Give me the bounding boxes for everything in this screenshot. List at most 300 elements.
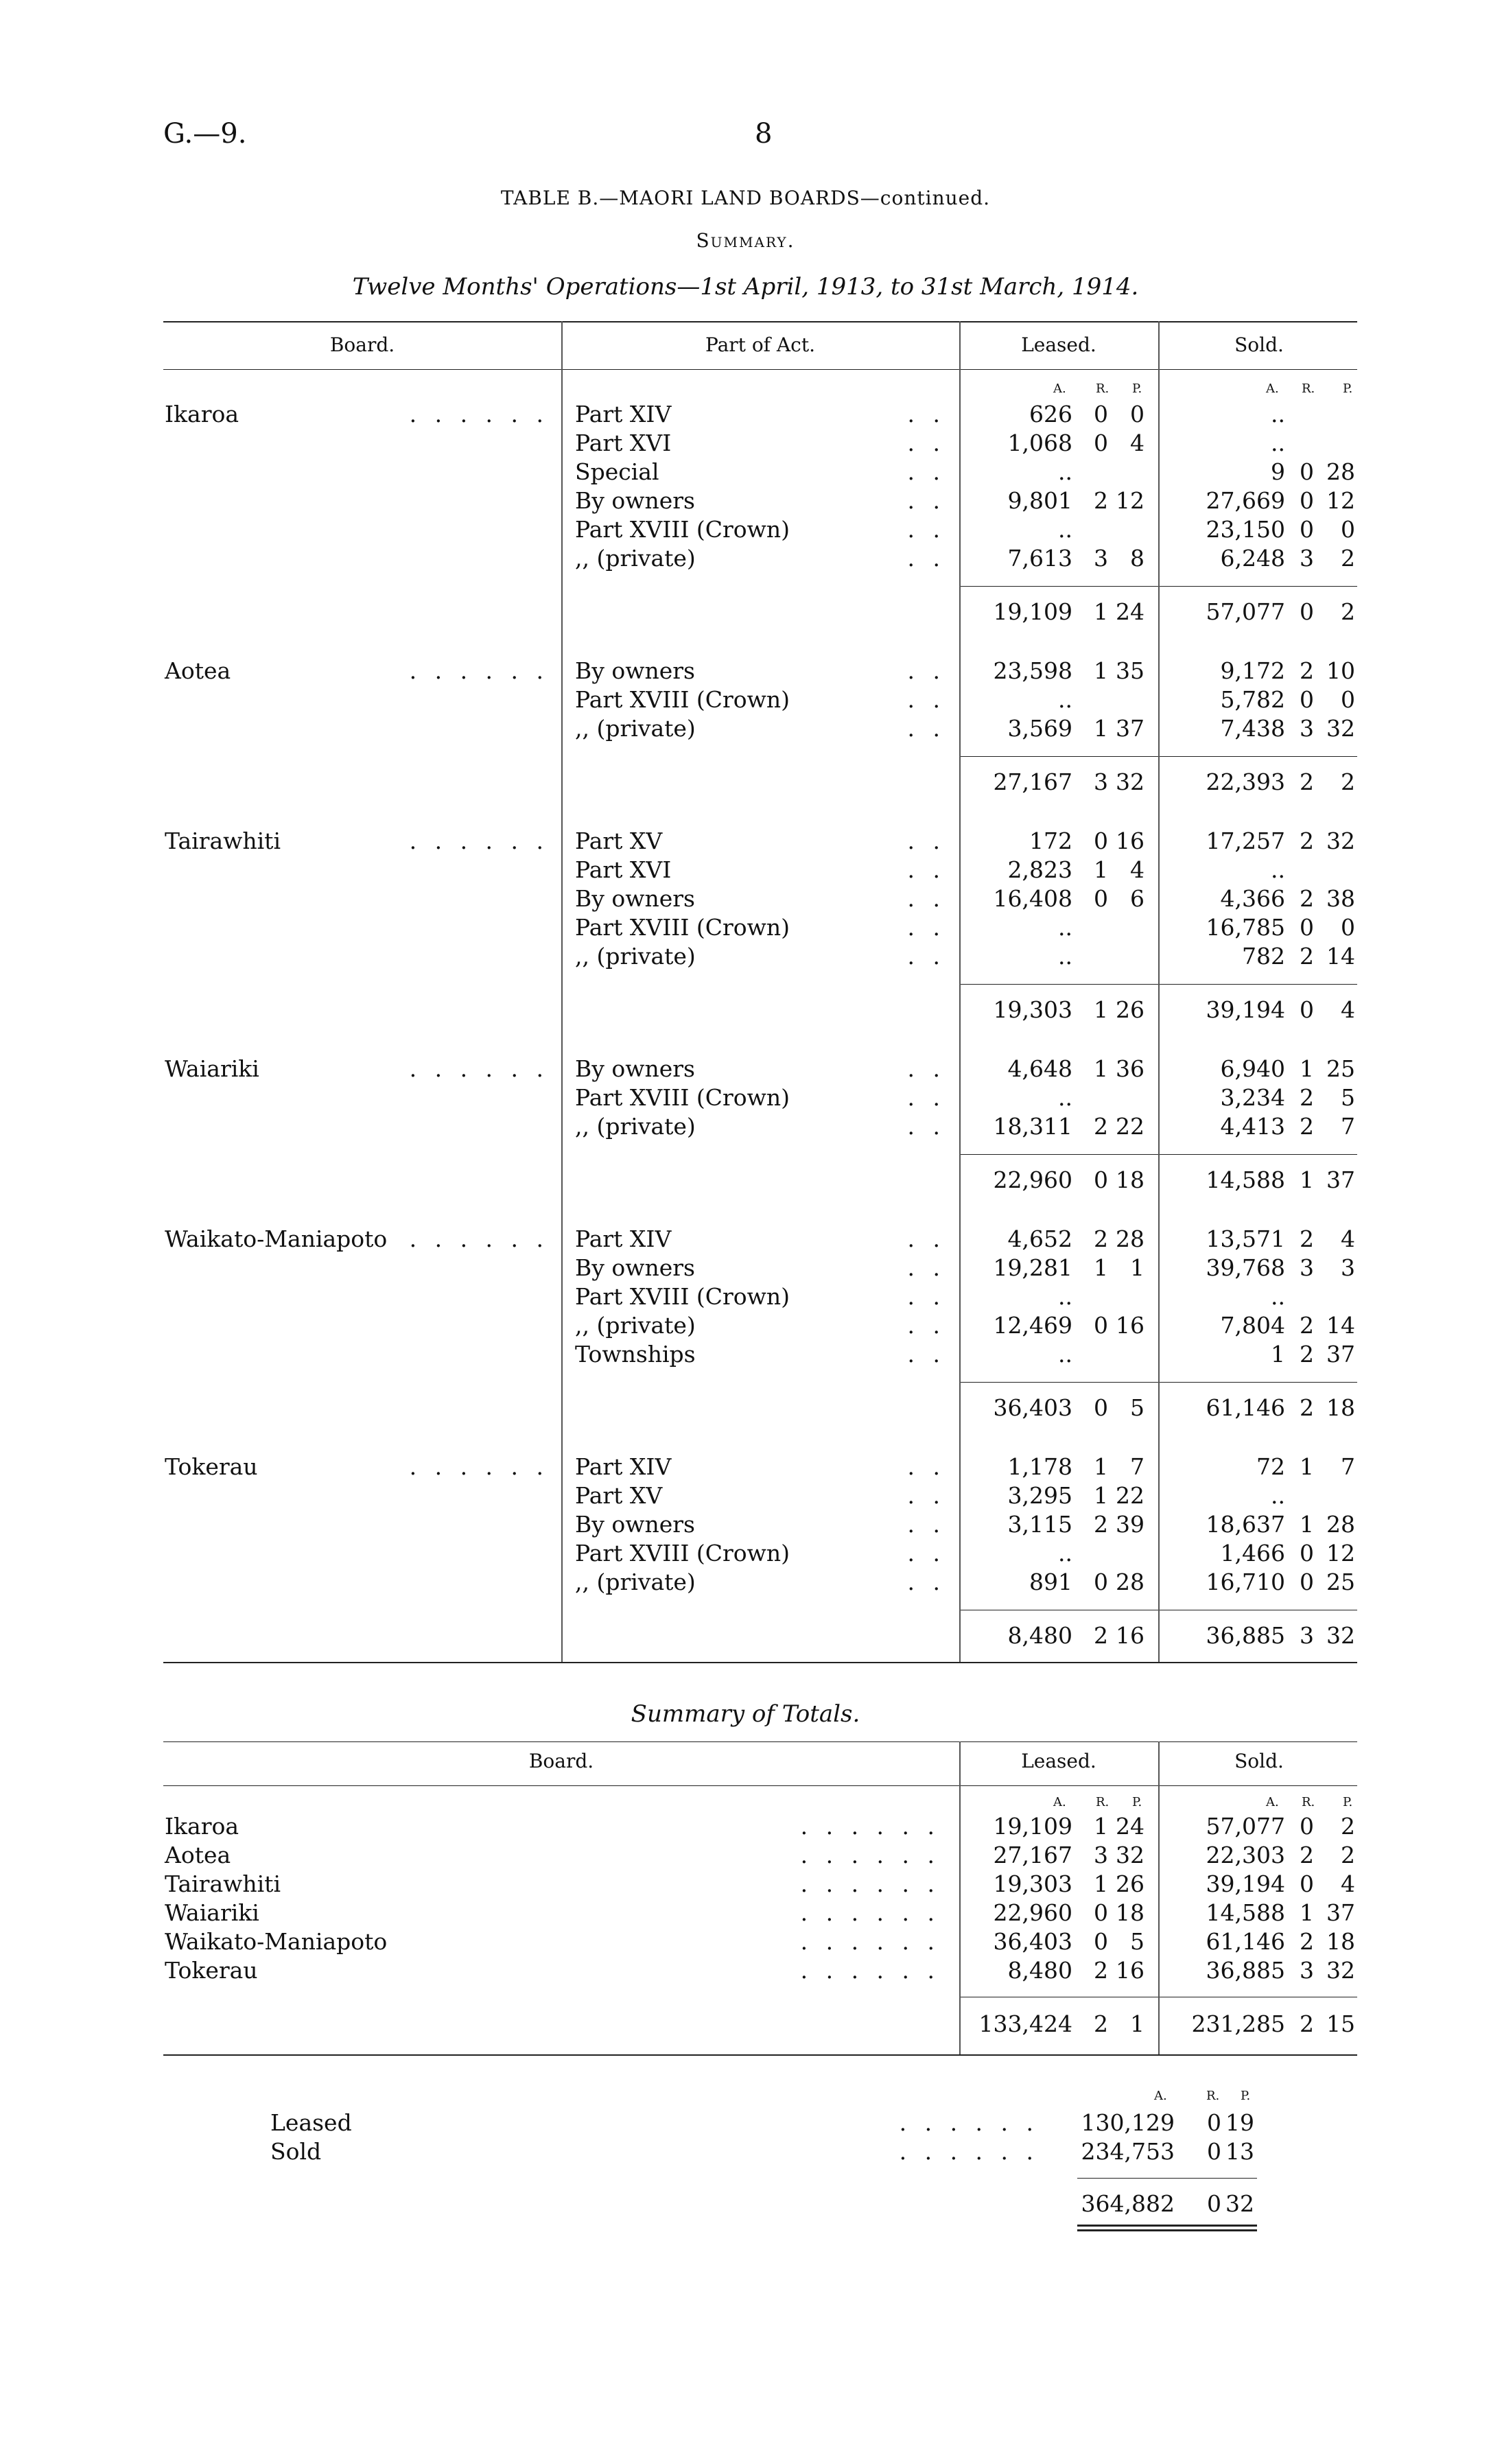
sum-leased-3-perches: 18: [1116, 1899, 1144, 1926]
leased-5-0-acres: 1,178: [1007, 1453, 1072, 1480]
part-row-0-2: [575, 458, 946, 485]
part-label: By owners: [575, 1511, 695, 1538]
leased-0-5-roods: 3: [1094, 545, 1108, 572]
total-leased-5-roods: 2: [1094, 1622, 1108, 1649]
sum-sold-1-roods: 2: [1300, 1842, 1314, 1868]
sum-total-sold-roods: 2: [1300, 2010, 1314, 2037]
total-sold-5-perches: 32: [1326, 1622, 1355, 1649]
sold-5-2-perches: 28: [1326, 1511, 1355, 1538]
sold-unit-a: A.: [1266, 382, 1279, 396]
leader-dots: . . . . . .: [899, 2138, 1039, 2165]
sold-5-3-acres: 1,466: [1220, 1540, 1285, 1567]
sold-3-0-roods: 1: [1300, 1055, 1314, 1082]
leased-3-2-acres: 18,311: [993, 1113, 1072, 1140]
table-title: TABLE B.—MAORI LAND BOARDS—continued.: [500, 187, 991, 209]
total-sold-3-roods: 1: [1300, 1166, 1314, 1193]
leased-1-1-acres: ..: [1058, 686, 1072, 713]
part-row-3-0: [575, 1055, 946, 1082]
part-label: ,, (private): [575, 545, 696, 572]
col-head-sold: Sold.: [1234, 333, 1284, 356]
leader-dots: . .: [907, 1084, 946, 1111]
board-name-2: [165, 828, 549, 854]
leader-dots: . . . . . .: [800, 1928, 940, 1955]
total-leased-2-roods: 1: [1094, 996, 1108, 1023]
leased-2-1-roods: 1: [1094, 856, 1108, 883]
total-sold-3-acres: 14,588: [1206, 1166, 1285, 1193]
sum-sold-5-perches: 32: [1326, 1957, 1355, 1984]
leased-0-1-acres: 1,068: [1007, 430, 1072, 456]
leased-4-4-acres: ..: [1058, 1341, 1072, 1368]
part-row-2-3: [575, 914, 946, 941]
summary-vrule-2: [1158, 1741, 1160, 2054]
leased-3-0-roods: 1: [1094, 1055, 1108, 1082]
board-name-1: [165, 657, 549, 684]
leased-unit-a: A.: [1053, 382, 1066, 396]
leader-dots: . .: [907, 885, 946, 912]
sold-5-2-acres: 18,637: [1206, 1511, 1285, 1538]
summary-row-4: [165, 1928, 940, 1955]
leased-1-0-acres: 23,598: [993, 657, 1072, 684]
total-sold-4-acres: 61,146: [1206, 1394, 1285, 1421]
grand-value-0-acres: 130,129: [1081, 2109, 1175, 2136]
part-row-4-0: [575, 1225, 946, 1252]
sum-leased-4-roods: 0: [1094, 1928, 1108, 1955]
part-label: Part XVI: [575, 430, 672, 456]
sum-leased-1-perches: 32: [1116, 1842, 1144, 1868]
summary-col-board: Board.: [528, 1750, 594, 1772]
sold-3-1-acres: 3,234: [1220, 1084, 1285, 1111]
sold-2-0-acres: 17,257: [1206, 828, 1285, 854]
summary-top-rule: [163, 1741, 1357, 1742]
sold-4-3-perches: 14: [1326, 1312, 1355, 1339]
total-leased-2-perches: 26: [1116, 996, 1144, 1023]
sold-4-3-roods: 2: [1300, 1312, 1314, 1339]
total-sold-4-perches: 18: [1326, 1394, 1355, 1421]
grand-value-1-acres: 234,753: [1081, 2138, 1175, 2165]
total-sold-5-roods: 3: [1300, 1622, 1314, 1649]
leased-5-3-acres: ..: [1058, 1540, 1072, 1567]
board-name-4: [165, 1225, 549, 1252]
leased-0-3-roods: 2: [1094, 487, 1108, 514]
board-name-3: [165, 1055, 549, 1082]
sold-0-0-acres: ..: [1271, 401, 1285, 427]
sum-leased-0-roods: 1: [1094, 1813, 1108, 1840]
sum-sold-4-roods: 2: [1300, 1928, 1314, 1955]
sold-2-3-acres: 16,785: [1206, 914, 1285, 941]
part-row-5-3: [575, 1540, 946, 1567]
sum-sold-5-roods: 3: [1300, 1957, 1314, 1984]
grand-value-0-perches: 19: [1225, 2109, 1254, 2136]
part-label: By owners: [575, 885, 695, 912]
sold-2-2-roods: 2: [1300, 885, 1314, 912]
sold-2-4-acres: 782: [1242, 943, 1285, 970]
summary-row-3: [165, 1899, 940, 1926]
leader-dots: . .: [907, 1113, 946, 1140]
sold-1-0-acres: 9,172: [1220, 657, 1285, 684]
part-row-4-1: [575, 1254, 946, 1281]
part-row-1-1: [575, 686, 946, 713]
leader-dots: . . . . . .: [409, 1055, 549, 1082]
leader-dots: . . . . . .: [409, 657, 549, 684]
sum-sold-2-roods: 0: [1300, 1870, 1314, 1897]
board-name-label: Waikato-Maniapoto: [165, 1225, 388, 1252]
part-label: Part XVIII (Crown): [575, 516, 790, 543]
sold-1-2-roods: 3: [1300, 715, 1314, 742]
vrule-part: [959, 321, 961, 1662]
leased-0-0-perches: 0: [1130, 401, 1144, 427]
sum-leased-1-roods: 3: [1094, 1842, 1108, 1868]
sold-5-3-roods: 0: [1300, 1540, 1314, 1567]
col-head-part: Part of Act.: [705, 333, 815, 356]
sold-4-4-perches: 37: [1326, 1341, 1355, 1368]
total-leased-0-roods: 1: [1094, 598, 1108, 625]
leased-0-1-roods: 0: [1094, 430, 1108, 456]
col-head-board: Board.: [329, 333, 395, 356]
sum-leased-5-roods: 2: [1094, 1957, 1108, 1984]
sold-0-4-acres: 23,150: [1206, 516, 1285, 543]
leader-dots: . . . . . .: [409, 828, 549, 854]
part-row-4-3: [575, 1312, 946, 1339]
leased-0-4-acres: ..: [1058, 516, 1072, 543]
sold-4-1-acres: 39,768: [1206, 1254, 1285, 1281]
sold-0-3-acres: 27,669: [1206, 487, 1285, 514]
total-sold-1-roods: 2: [1300, 768, 1314, 795]
sum-sold-unit-r: R.: [1302, 1795, 1315, 1809]
total-sold-4-roods: 2: [1300, 1394, 1314, 1421]
total-leased-5-acres: 8,480: [1007, 1622, 1072, 1649]
summary-head-rule: [163, 1785, 1357, 1786]
summary-board-name: Waiariki: [165, 1899, 259, 1926]
sold-0-3-roods: 0: [1300, 487, 1314, 514]
leader-dots: . . . . . .: [800, 1870, 940, 1897]
part-row-0-3: [575, 487, 946, 514]
total-leased-3-roods: 0: [1094, 1166, 1108, 1193]
total-sold-0-acres: 57,077: [1206, 598, 1285, 625]
sold-5-1-acres: ..: [1271, 1482, 1285, 1509]
leased-5-4-acres: 891: [1029, 1569, 1072, 1595]
leased-1-0-roods: 1: [1094, 657, 1108, 684]
leader-dots: . . . . . .: [409, 401, 549, 427]
leader-dots: . .: [907, 1482, 946, 1509]
board-name-label: Tairawhiti: [165, 828, 281, 854]
leader-dots: . . . . . .: [800, 1957, 940, 1984]
leased-1-2-acres: 3,569: [1007, 715, 1072, 742]
leased-4-0-roods: 2: [1094, 1225, 1108, 1252]
leased-2-0-acres: 172: [1029, 828, 1072, 854]
leased-0-3-acres: 9,801: [1007, 487, 1072, 514]
leased-0-5-perches: 8: [1130, 545, 1144, 572]
board-name-label: Aotea: [165, 657, 231, 684]
grand-double-rule-1: [1077, 2225, 1257, 2227]
grand-unit-p: P.: [1241, 2089, 1251, 2103]
part-label: By owners: [575, 487, 695, 514]
sold-2-2-perches: 38: [1326, 885, 1355, 912]
sold-2-4-perches: 14: [1326, 943, 1355, 970]
total-sold-2-perches: 4: [1341, 996, 1355, 1023]
page-reference: G.—9.: [163, 118, 247, 150]
sold-1-2-acres: 7,438: [1220, 715, 1285, 742]
summary-row-2: [165, 1870, 940, 1897]
sold-4-4-roods: 2: [1300, 1341, 1314, 1368]
part-row-5-2: [575, 1511, 946, 1538]
part-row-4-2: [575, 1283, 946, 1310]
leader-dots: . .: [907, 458, 946, 485]
sold-0-5-perches: 2: [1341, 545, 1355, 572]
grand-value-1-roods: 0: [1207, 2138, 1221, 2165]
grand-unit-r: R.: [1206, 2089, 1220, 2103]
sum-leased-2-perches: 26: [1116, 1870, 1144, 1897]
part-label: Part XVIII (Crown): [575, 1283, 790, 1310]
total-leased-4-roods: 0: [1094, 1394, 1108, 1421]
leased-3-2-perches: 22: [1116, 1113, 1144, 1140]
part-row-2-0: [575, 828, 946, 854]
vrule-board: [561, 321, 563, 1662]
part-row-2-4: [575, 943, 946, 970]
sold-4-0-acres: 13,571: [1206, 1225, 1285, 1252]
leased-3-0-acres: 4,648: [1007, 1055, 1072, 1082]
summary-row-0: [165, 1813, 940, 1840]
sum-leased-3-roods: 0: [1094, 1899, 1108, 1926]
sum-total-leased-perches: 1: [1130, 2010, 1144, 2037]
period-subtitle: Twelve Months' Operations—1st April, 1913, to 31st March, 1914.: [352, 273, 1139, 301]
leased-2-0-roods: 0: [1094, 828, 1108, 854]
leased-4-1-acres: 19,281: [993, 1254, 1072, 1281]
sum-sold-3-perches: 37: [1326, 1899, 1355, 1926]
sum-sold-0-acres: 57,077: [1206, 1813, 1285, 1840]
summary-bottom-rule: [163, 2054, 1357, 2056]
sum-sold-3-roods: 1: [1300, 1899, 1314, 1926]
leased-5-0-perches: 7: [1130, 1453, 1144, 1480]
leader-dots: . .: [907, 715, 946, 742]
leased-0-5-acres: 7,613: [1007, 545, 1072, 572]
leased-5-1-acres: 3,295: [1007, 1482, 1072, 1509]
part-row-0-4: [575, 516, 946, 543]
summary-board-name: Tairawhiti: [165, 1870, 281, 1897]
leased-0-3-perches: 12: [1116, 487, 1144, 514]
leader-dots: . .: [907, 1055, 946, 1082]
part-row-3-1: [575, 1084, 946, 1111]
sum-total-leased-roods: 2: [1094, 2010, 1108, 2037]
leader-dots: . .: [907, 1540, 946, 1567]
part-row-2-1: [575, 856, 946, 883]
leader-dots: . .: [907, 545, 946, 572]
summary-of-totals-title: Summary of Totals.: [631, 1700, 860, 1728]
leader-dots: . .: [907, 430, 946, 456]
leased-unit-r: R.: [1096, 382, 1110, 396]
sold-0-4-perches: 0: [1341, 516, 1355, 543]
board-name-label: Tokerau: [165, 1453, 258, 1480]
leased-4-2-acres: ..: [1058, 1283, 1072, 1310]
sold-5-4-acres: 16,710: [1206, 1569, 1285, 1595]
leased-0-0-roods: 0: [1094, 401, 1108, 427]
part-row-0-1: [575, 430, 946, 456]
leader-dots: . .: [907, 856, 946, 883]
sum-leased-5-acres: 8,480: [1007, 1957, 1072, 1984]
grand-unit-a: A.: [1154, 2089, 1167, 2103]
leased-4-0-acres: 4,652: [1007, 1225, 1072, 1252]
board-name-0: [165, 401, 549, 427]
leased-0-1-perches: 4: [1130, 430, 1144, 456]
total-sold-1-perches: 2: [1341, 768, 1355, 795]
sold-0-2-acres: 9: [1271, 458, 1285, 485]
part-label: Part XV: [575, 1482, 663, 1509]
total-leased-3-perches: 18: [1116, 1166, 1144, 1193]
leader-dots: . .: [907, 516, 946, 543]
sold-4-0-roods: 2: [1300, 1225, 1314, 1252]
summary-col-leased: Leased.: [1021, 1750, 1096, 1772]
leased-5-1-roods: 1: [1094, 1482, 1108, 1509]
part-label: By owners: [575, 1254, 695, 1281]
leader-dots: . .: [907, 1453, 946, 1480]
sum-sold-1-acres: 22,303: [1206, 1842, 1285, 1868]
grand-total-acres: 364,882: [1081, 2190, 1175, 2217]
part-label: Part XIV: [575, 1453, 672, 1480]
total-leased-3-acres: 22,960: [993, 1166, 1072, 1193]
part-row-5-1: [575, 1482, 946, 1509]
sum-leased-4-perches: 5: [1130, 1928, 1144, 1955]
leased-5-2-roods: 2: [1094, 1511, 1108, 1538]
sold-5-0-roods: 1: [1300, 1453, 1314, 1480]
sold-1-1-acres: 5,782: [1220, 686, 1285, 713]
leased-5-1-perches: 22: [1116, 1482, 1144, 1509]
sold-0-1-acres: ..: [1271, 430, 1285, 456]
summary-row-1: [165, 1842, 940, 1868]
leased-2-0-perches: 16: [1116, 828, 1144, 854]
sum-sold-4-acres: 61,146: [1206, 1928, 1285, 1955]
leased-2-2-acres: 16,408: [993, 885, 1072, 912]
part-label: Part XVI: [575, 856, 672, 883]
leased-0-2-acres: ..: [1058, 458, 1072, 485]
sum-sold-3-acres: 14,588: [1206, 1899, 1285, 1926]
total-sold-0-roods: 0: [1300, 598, 1314, 625]
sold-2-3-roods: 0: [1300, 914, 1314, 941]
board-name-5: [165, 1453, 549, 1480]
leased-2-2-perches: 6: [1130, 885, 1144, 912]
part-label: By owners: [575, 657, 695, 684]
total-leased-4-acres: 36,403: [993, 1394, 1072, 1421]
sum-sold-0-perches: 2: [1341, 1813, 1355, 1840]
sold-4-3-acres: 7,804: [1220, 1312, 1285, 1339]
part-label: Part XVIII (Crown): [575, 1540, 790, 1567]
leased-2-2-roods: 0: [1094, 885, 1108, 912]
table-top-rule: [163, 321, 1357, 322]
sold-3-1-roods: 2: [1300, 1084, 1314, 1111]
total-sold-2-roods: 0: [1300, 996, 1314, 1023]
sum-sold-0-roods: 0: [1300, 1813, 1314, 1840]
leased-5-4-perches: 28: [1116, 1569, 1144, 1595]
leader-dots: . .: [907, 914, 946, 941]
summary-board-name: Tokerau: [165, 1957, 258, 1984]
sum-leased-0-perches: 24: [1116, 1813, 1144, 1840]
sum-leased-unit-a: A.: [1053, 1795, 1066, 1809]
leader-dots: . . . . . .: [800, 1899, 940, 1926]
grand-total-perches: 32: [1225, 2190, 1254, 2217]
part-label: Part XV: [575, 828, 663, 854]
part-label: ,, (private): [575, 1113, 696, 1140]
part-row-4-4: [575, 1341, 946, 1368]
sold-0-5-acres: 6,248: [1220, 545, 1285, 572]
total-sold-1-acres: 22,393: [1206, 768, 1285, 795]
leased-5-2-acres: 3,115: [1007, 1511, 1072, 1538]
leased-4-1-roods: 1: [1094, 1254, 1108, 1281]
sold-2-2-acres: 4,366: [1220, 885, 1285, 912]
sold-5-4-roods: 0: [1300, 1569, 1314, 1595]
summary-board-name: Aotea: [165, 1842, 231, 1868]
part-label: Part XIV: [575, 1225, 672, 1252]
sold-2-0-perches: 32: [1326, 828, 1355, 854]
total-leased-1-roods: 3: [1094, 768, 1108, 795]
summary-row-5: [165, 1957, 940, 1984]
sold-2-0-roods: 2: [1300, 828, 1314, 854]
sold-5-0-acres: 72: [1256, 1453, 1285, 1480]
sum-leased-unit-p: P.: [1132, 1795, 1142, 1809]
summary-heading: Summary.: [696, 229, 795, 252]
page-number: 8: [755, 118, 773, 150]
part-row-0-5: [575, 545, 946, 572]
board-name-label: Ikaroa: [165, 401, 239, 427]
part-row-2-2: [575, 885, 946, 912]
sum-total-leased-acres: 133,424: [978, 2010, 1072, 2037]
total-leased-5-perches: 16: [1116, 1622, 1144, 1649]
sum-leased-0-acres: 19,109: [993, 1813, 1072, 1840]
sold-3-2-perches: 7: [1341, 1113, 1355, 1140]
sold-5-4-perches: 25: [1326, 1569, 1355, 1595]
summary-col-sold: Sold.: [1234, 1750, 1284, 1772]
grand-value-1-perches: 13: [1225, 2138, 1254, 2165]
leader-dots: . .: [907, 401, 946, 427]
leader-dots: . .: [907, 1254, 946, 1281]
leader-dots: . .: [907, 1569, 946, 1595]
sum-sold-2-perches: 4: [1341, 1870, 1355, 1897]
part-label: Townships: [575, 1341, 696, 1368]
leased-3-1-acres: ..: [1058, 1084, 1072, 1111]
part-row-5-4: [575, 1569, 946, 1595]
sum-leased-unit-r: R.: [1096, 1795, 1110, 1809]
part-label: ,, (private): [575, 715, 696, 742]
sold-0-3-perches: 12: [1326, 487, 1355, 514]
sum-total-sold-acres: 231,285: [1191, 2010, 1285, 2037]
part-label: Part XIV: [575, 401, 672, 427]
part-row-0-0: [575, 401, 946, 427]
leased-2-3-acres: ..: [1058, 914, 1072, 941]
part-label: Part XVIII (Crown): [575, 1084, 790, 1111]
sold-3-0-perches: 25: [1326, 1055, 1355, 1082]
summary-vrule-1: [959, 1741, 961, 2054]
sum-sold-2-acres: 39,194: [1206, 1870, 1285, 1897]
total-leased-0-perches: 24: [1116, 598, 1144, 625]
sold-5-2-roods: 1: [1300, 1511, 1314, 1538]
sum-leased-1-acres: 27,167: [993, 1842, 1072, 1868]
sold-1-0-roods: 2: [1300, 657, 1314, 684]
grand-row-label: Sold: [270, 2138, 322, 2165]
leader-dots: . .: [907, 1225, 946, 1252]
leased-3-2-roods: 2: [1094, 1113, 1108, 1140]
leader-dots: . .: [907, 1312, 946, 1339]
leader-dots: . .: [907, 943, 946, 970]
sum-leased-2-acres: 19,303: [993, 1870, 1072, 1897]
leased-2-4-acres: ..: [1058, 943, 1072, 970]
leader-dots: . .: [907, 686, 946, 713]
leader-dots: . .: [907, 1511, 946, 1538]
part-row-5-0: [575, 1453, 946, 1480]
part-label: By owners: [575, 1055, 695, 1082]
grand-double-rule-2: [1077, 2229, 1257, 2231]
grand-row-1: [270, 2138, 1039, 2165]
leased-5-4-roods: 0: [1094, 1569, 1108, 1595]
sum-sold-1-perches: 2: [1341, 1842, 1355, 1868]
table-bottom-rule: [163, 1662, 1357, 1663]
vrule-leased: [1158, 321, 1160, 1662]
